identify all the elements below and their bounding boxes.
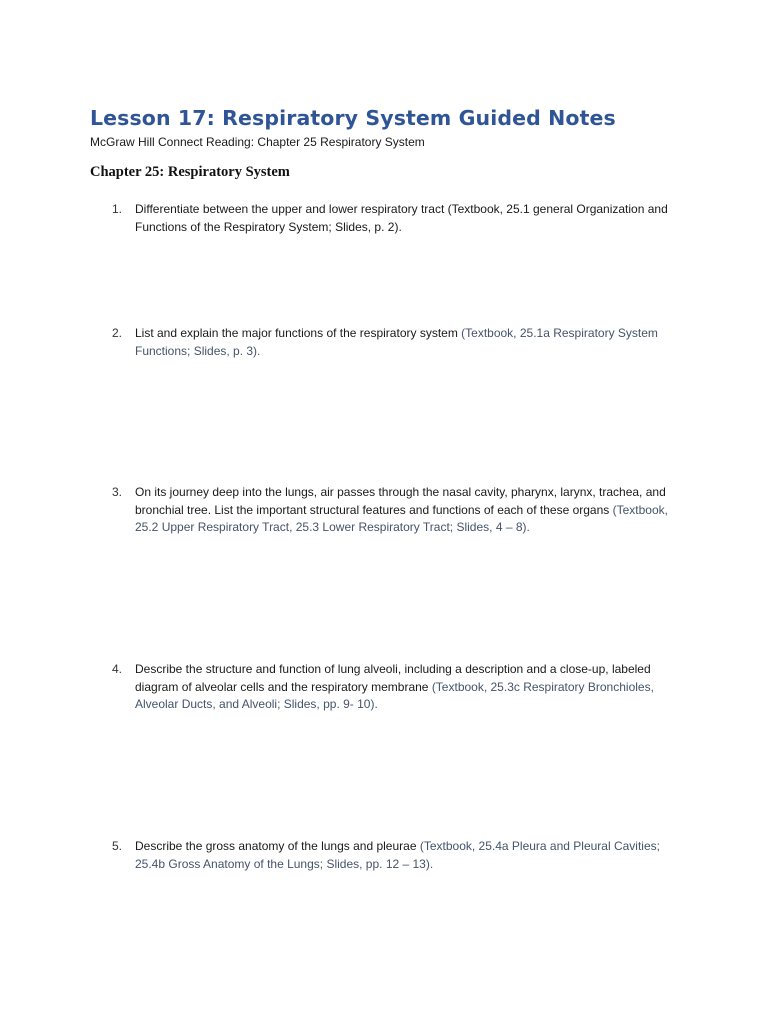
reading-assignment: McGraw Hill Connect Reading: Chapter 25 Respiratory System [90,135,425,149]
question-reference: (Textbook, 25.3c Respiratory Bronchioles, Alveolar Ducts, and Alveoli; Slides, pp. 9- 10). [135,679,654,711]
question-text: List and explain the major functions of the respiratory system [135,326,462,340]
question-body [135,838,680,873]
question-body [135,201,680,236]
question-item [100,325,680,360]
question-text: Describe the structure and function of lung alveoli, including a description and a close-up, labeled diagram of alveolar cells and the respiratory membrane [135,662,651,694]
question-text: On its journey deep into the lungs, air passes through the nasal cavity, pharynx, larynx, trachea, and bronchial tree. List the important structural features and functions of each of these organs [135,485,666,517]
question-body [135,484,680,537]
question-item [100,201,680,236]
question-item [100,838,680,873]
question-reference: (Textbook, 25.4a Pleura and Pleural Cavities; 25.4b Gross Anatomy of the Lungs; Slides, pp. 12 – 13). [135,839,660,871]
question-item [100,484,680,537]
question-reference: (Textbook, 25.1a Respiratory System Functions; Slides, p. 3). [135,326,658,358]
page-title: Lesson 17: Respiratory System Guided Notes [90,106,616,130]
question-number: 5. [112,839,123,853]
question-reference: (Textbook, 25.2 Upper Respiratory Tract, 25.3 Lower Respiratory Tract; Slides, 4 – 8). [135,502,668,534]
question-number: 4. [112,662,123,676]
question-item [100,661,680,714]
chapter-heading: Chapter 25: Respiratory System [90,164,290,180]
question-text: Describe the gross anatomy of the lungs and pleurae [135,839,420,853]
question-number: 3. [112,485,123,499]
question-body [135,325,680,360]
question-body [135,661,680,714]
question-text: Differentiate between the upper and lower respiratory tract (Textbook, 25.1 general Organization and Functions of the Respiratory System; Slides, p. 2). [135,202,668,234]
question-number: 1. [112,202,123,216]
question-number: 2. [112,326,123,340]
